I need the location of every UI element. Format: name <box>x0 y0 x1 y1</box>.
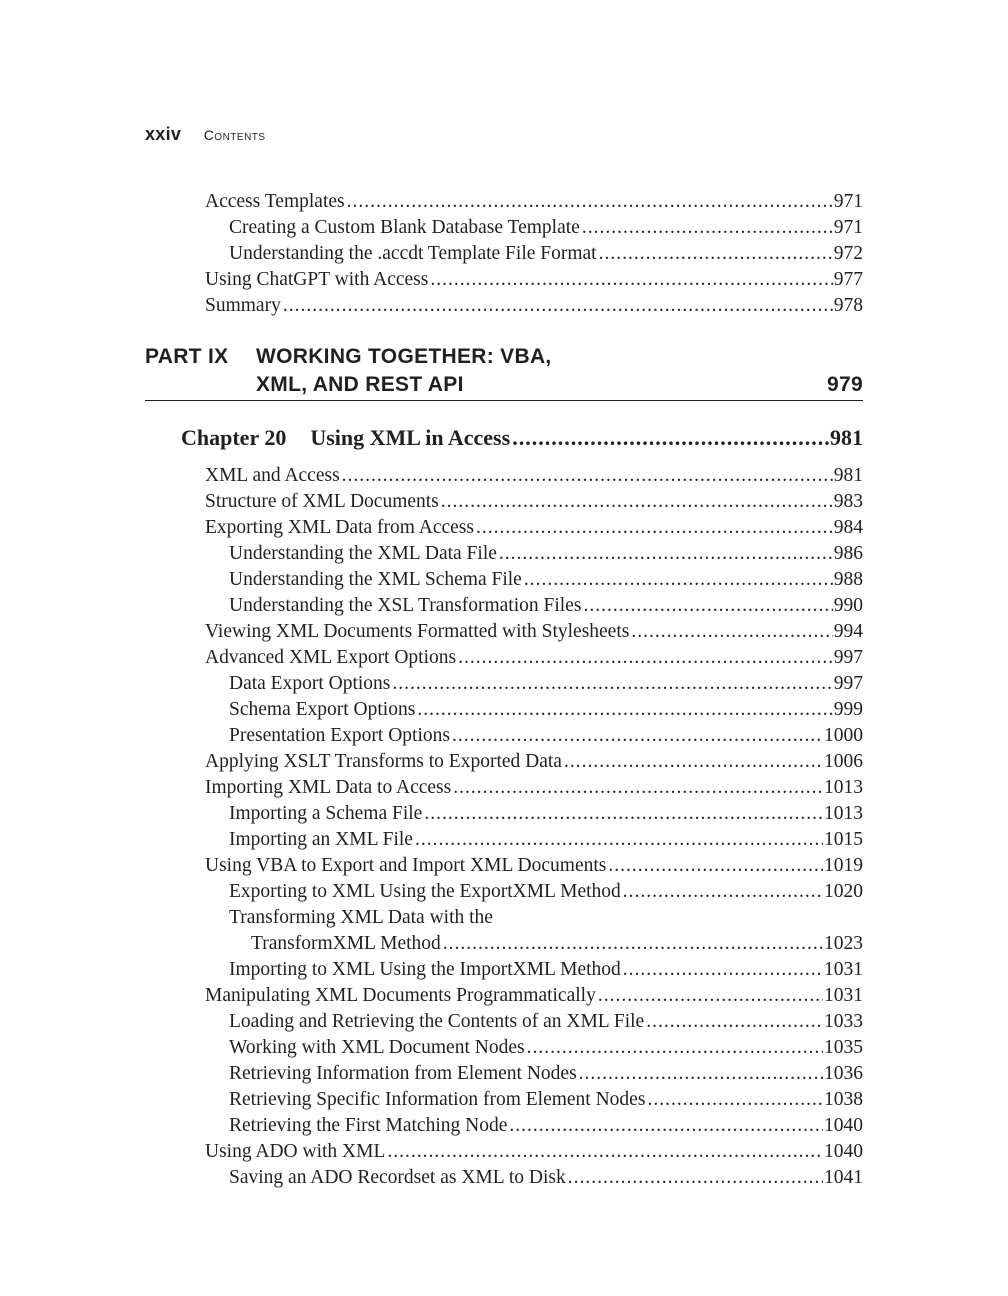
toc-leader <box>453 776 823 800</box>
toc-entry-page: 1019 <box>824 855 863 876</box>
toc-entry-page: 981 <box>833 465 863 486</box>
toc-entry[interactable] <box>229 1088 863 1112</box>
toc-entry-page: 1036 <box>824 1063 863 1084</box>
toc-entry[interactable] <box>229 1114 863 1138</box>
toc-entry-title: Applying XSLT Transforms to Exported Data <box>205 751 562 772</box>
page-number: xxiv <box>145 124 182 144</box>
toc-leader <box>598 984 823 1008</box>
toc-entry[interactable] <box>229 698 863 722</box>
toc-entry[interactable] <box>205 1140 863 1164</box>
toc-entry-page: 1015 <box>824 829 863 850</box>
toc-entry-title: Manipulating XML Documents Programmatically <box>205 985 596 1006</box>
toc-leader <box>623 958 823 982</box>
toc-leader <box>579 1062 823 1086</box>
toc-leader <box>415 828 823 852</box>
toc-entry-title: Importing to XML Using the ImportXML Method <box>229 959 621 980</box>
toc-entry-title: XML and Access <box>205 465 340 486</box>
toc-leader <box>417 698 832 722</box>
toc-leader <box>527 1036 823 1060</box>
toc-leader <box>392 672 832 696</box>
toc-leader <box>582 216 833 240</box>
toc-entry[interactable] <box>205 620 863 644</box>
toc-entry-title: Advanced XML Export Options <box>205 647 457 668</box>
toc-entry-page: 1020 <box>824 881 863 902</box>
toc-entry[interactable] <box>229 672 863 696</box>
chapter-heading[interactable] <box>181 424 863 452</box>
toc-leader <box>646 1010 823 1034</box>
toc-entry-page: 988 <box>833 569 863 590</box>
toc-entry[interactable] <box>229 958 863 982</box>
toc-entry-title: Importing a Schema File <box>229 803 423 824</box>
toc-entry[interactable] <box>229 880 863 904</box>
toc-entry-title: Summary <box>205 295 281 316</box>
toc-leader <box>499 542 833 566</box>
toc-entry-page: 1033 <box>824 1011 863 1032</box>
toc-leader <box>524 568 833 592</box>
toc-entry-page: 986 <box>833 543 863 564</box>
toc-entry-title: Structure of XML Documents <box>205 491 439 512</box>
toc-entry-page: 984 <box>833 517 863 538</box>
toc-entry[interactable] <box>205 854 863 878</box>
toc-entry[interactable] <box>205 190 863 214</box>
toc-leader <box>599 242 833 266</box>
toc-entry-title: Data Export Options <box>229 673 391 694</box>
toc-entry-page: 971 <box>833 217 863 238</box>
toc-entry-title: Importing XML Data to Access <box>205 777 452 798</box>
toc-entry-title: Retrieving Information from Element Nodes <box>229 1063 577 1084</box>
toc-leader <box>443 932 823 956</box>
toc-entry-title: Understanding the XSL Transformation Files <box>229 595 582 616</box>
toc-leader <box>283 294 833 318</box>
toc-entry[interactable] <box>229 242 863 266</box>
toc-entry-continued-line[interactable]: Transforming XML Data with the <box>229 907 493 928</box>
toc-leader <box>342 464 833 488</box>
toc-entry-page: 983 <box>833 491 863 512</box>
toc-leader <box>452 724 823 748</box>
toc-entry[interactable] <box>205 646 863 670</box>
toc-entry[interactable] <box>229 542 863 566</box>
toc-entry[interactable] <box>205 268 863 292</box>
toc-entry[interactable] <box>229 828 863 852</box>
toc-entry-title: Using VBA to Export and Import XML Documents <box>205 855 607 876</box>
toc-entry[interactable] <box>229 802 863 826</box>
toc-entry[interactable] <box>205 984 863 1008</box>
toc-entry-page: 977 <box>833 269 863 290</box>
toc-entry-title: Schema Export Options <box>229 699 416 720</box>
toc-entry-title: Exporting to XML Using the ExportXML Method <box>229 881 621 902</box>
toc-entry-title: Loading and Retrieving the Contents of an XML File <box>229 1011 645 1032</box>
toc-entry-page: 1040 <box>824 1115 863 1136</box>
part-title-line2: XML, AND REST API <box>256 373 464 396</box>
toc-entry-title: Presentation Export Options <box>229 725 450 746</box>
toc-entry[interactable] <box>251 932 863 956</box>
toc-entry-page: 971 <box>833 191 863 212</box>
toc-entry[interactable] <box>205 490 863 514</box>
toc-leader <box>347 190 833 214</box>
toc-entry-page: 1031 <box>824 985 863 1006</box>
toc-leader <box>512 424 829 452</box>
toc-entry-title: Understanding the .accdt Template File Format <box>229 243 597 264</box>
toc-entry[interactable] <box>205 294 863 318</box>
toc-entry-page: 994 <box>833 621 863 642</box>
toc-leader <box>424 802 823 826</box>
toc-leader <box>430 268 832 292</box>
toc-entry-page: 1031 <box>824 959 863 980</box>
toc-entry-page: 978 <box>833 295 863 316</box>
part-heading[interactable] <box>145 343 863 401</box>
toc-entry-page: 997 <box>833 673 863 694</box>
part-title-line1: WORKING TOGETHER: VBA, <box>256 345 552 368</box>
toc-entry-page: 990 <box>833 595 863 616</box>
toc-entry-page: 997 <box>833 647 863 668</box>
toc-leader <box>458 646 833 670</box>
toc-entry[interactable] <box>229 1062 863 1086</box>
toc-entry[interactable] <box>229 1166 863 1190</box>
toc-entry-title: Creating a Custom Blank Database Template <box>229 217 580 238</box>
toc-entry[interactable] <box>229 568 863 592</box>
toc-entry-page: 999 <box>833 699 863 720</box>
toc-entry[interactable] <box>205 516 863 540</box>
toc-entry[interactable] <box>205 776 863 800</box>
running-head-title: Contents <box>203 127 266 143</box>
toc-entry-page: 1000 <box>824 725 863 746</box>
toc-leader <box>441 490 833 514</box>
toc-entry-title: Exporting XML Data from Access <box>205 517 474 538</box>
toc-entry-title: Understanding the XML Schema File <box>229 569 522 590</box>
toc-entry-page: 972 <box>833 243 863 264</box>
toc-entry-page: 1013 <box>824 803 863 824</box>
toc-entry-page: 1013 <box>824 777 863 798</box>
toc-entry-title: TransformXML Method <box>251 933 441 954</box>
toc-entry[interactable] <box>229 1036 863 1060</box>
toc-leader <box>387 1140 823 1164</box>
toc-entry-page: 1023 <box>824 933 863 954</box>
toc-leader <box>647 1088 823 1112</box>
toc-entry-page: 1038 <box>824 1089 863 1110</box>
toc-entry-page: 1035 <box>824 1037 863 1058</box>
toc-leader <box>509 1114 823 1138</box>
toc-entry-title: Using ChatGPT with Access <box>205 269 429 290</box>
toc-entry[interactable] <box>205 750 863 774</box>
running-head <box>145 124 266 145</box>
toc-leader <box>608 854 823 878</box>
toc-entry-page: 1041 <box>824 1167 863 1188</box>
chapter-page: 981 <box>830 425 863 450</box>
toc-leader <box>623 880 823 904</box>
toc-entry-title: Importing an XML File <box>229 829 413 850</box>
toc-entry[interactable] <box>229 216 863 240</box>
toc-entry[interactable] <box>229 1010 863 1034</box>
toc-entry[interactable] <box>229 594 863 618</box>
toc-leader <box>568 1166 823 1190</box>
part-page: 979 <box>827 373 863 396</box>
toc-entry[interactable] <box>205 464 863 488</box>
toc-entry-title: Saving an ADO Recordset as XML to Disk <box>229 1167 566 1188</box>
toc-entry-title: Retrieving the First Matching Node <box>229 1115 508 1136</box>
part-label: PART IX <box>145 345 229 368</box>
toc-entry-title: Using ADO with XML <box>205 1141 386 1162</box>
toc-entry-page: 1040 <box>824 1141 863 1162</box>
toc-leader <box>564 750 823 774</box>
toc-leader <box>476 516 833 540</box>
toc-entry-title: Access Templates <box>205 191 345 212</box>
toc-entry[interactable] <box>229 724 863 748</box>
chapter-label: Chapter 20 <box>181 425 287 450</box>
toc-entry-title: Retrieving Specific Information from Element Nodes <box>229 1089 646 1110</box>
toc-entry-title: Working with XML Document Nodes <box>229 1037 525 1058</box>
toc-entry-title: Viewing XML Documents Formatted with Stylesheets <box>205 621 630 642</box>
chapter-title: Using XML in Access <box>310 425 511 450</box>
toc-entry-title: Understanding the XML Data File <box>229 543 497 564</box>
toc-leader <box>631 620 832 644</box>
toc-leader <box>583 594 832 618</box>
toc-entry-page: 1006 <box>824 751 863 772</box>
